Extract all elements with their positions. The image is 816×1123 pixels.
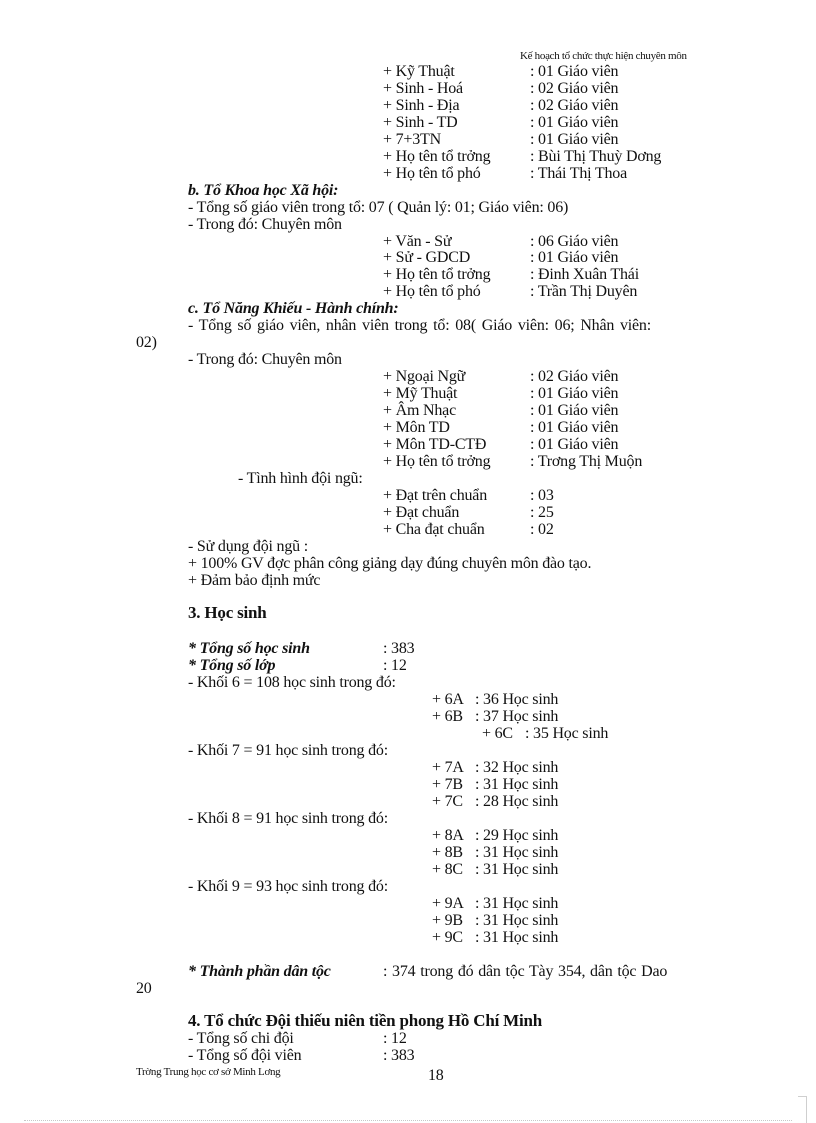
group-c-among: - Trong đó: Chuyên môn bbox=[188, 351, 342, 368]
row-value: : 383 bbox=[383, 1047, 415, 1064]
pioneers-heading: 4. Tổ chức Đội thiếu niên tiền phong Hồ Chí Minh bbox=[188, 1011, 543, 1030]
class-name: + 7C bbox=[432, 793, 463, 810]
row-value: : Bùi Thị Thuỳ Dơng bbox=[530, 148, 662, 165]
row-value: : Đinh Xuân Thái bbox=[530, 266, 639, 283]
class-count: : 31 Học sinh bbox=[475, 861, 559, 878]
row-value: : 01 Giáo viên bbox=[530, 63, 619, 80]
page-edge-divider bbox=[24, 1120, 792, 1122]
row-label: + Cha đạt chuẩn bbox=[383, 521, 485, 538]
row-label: + Họ tên tổ phó bbox=[383, 165, 481, 182]
class-name: + 6C bbox=[482, 725, 513, 742]
class-count: : 31 Học sinh bbox=[475, 895, 559, 912]
students-classes-value: : 12 bbox=[383, 657, 407, 674]
grade-title: - Khối 8 = 91 học sinh trong đó: bbox=[188, 810, 388, 827]
ethnic-label: * Thành phần dân tộc bbox=[188, 963, 331, 980]
class-count: : 35 Học sinh bbox=[525, 725, 609, 742]
row-label: + Họ tên tổ trởng bbox=[383, 148, 491, 165]
row-label: + Họ tên tổ trởng bbox=[383, 266, 491, 283]
class-name: + 7B bbox=[432, 776, 463, 793]
class-name: + 8C bbox=[432, 861, 463, 878]
group-c-total-cont: 02) bbox=[136, 334, 157, 351]
page-corner-mark bbox=[806, 1096, 807, 1123]
page-corner-mark bbox=[798, 1096, 806, 1097]
row-value: : 01 Giáo viên bbox=[530, 249, 619, 266]
row-label: + Mỹ Thuật bbox=[383, 385, 458, 402]
class-name: + 8B bbox=[432, 844, 463, 861]
row-value: : Trơng Thị Muộn bbox=[530, 453, 643, 470]
row-label: + 7+3TN bbox=[383, 131, 441, 148]
page-header: Kế hoạch tổ chức thực hiện chuyên môn bbox=[520, 50, 687, 62]
class-count: : 31 Học sinh bbox=[475, 929, 559, 946]
row-label: + Ngoại Ngữ bbox=[383, 368, 466, 385]
row-label: + Đạt trên chuẩn bbox=[383, 487, 488, 504]
row-value: : Trần Thị Duyên bbox=[530, 283, 638, 300]
row-value: : 02 Giáo viên bbox=[530, 97, 619, 114]
class-name: + 8A bbox=[432, 827, 464, 844]
staff-use-line1: + 100% GV đợc phân công giảng dạy đúng chuyên môn đào tạo. bbox=[188, 555, 592, 572]
students-heading: 3. Học sinh bbox=[188, 603, 267, 622]
group-c-total: - Tổng số giáo viên, nhân viên trong tổ: 08( Giáo viên: 06; Nhân viên: bbox=[188, 317, 651, 334]
page-number: 18 bbox=[428, 1067, 444, 1084]
class-count: : 31 Học sinh bbox=[475, 844, 559, 861]
row-value: : 03 bbox=[530, 487, 554, 504]
class-name: + 6A bbox=[432, 691, 464, 708]
staff-use-title: - Sử dụng đội ngũ : bbox=[188, 538, 308, 555]
row-label: + Môn TD bbox=[383, 419, 450, 436]
row-value: : Thái Thị Thoa bbox=[530, 165, 627, 182]
row-value: : 01 Giáo viên bbox=[530, 419, 619, 436]
row-label: + Sinh - Địa bbox=[383, 97, 460, 114]
row-label: + Đạt chuẩn bbox=[383, 504, 460, 521]
row-value: : 01 Giáo viên bbox=[530, 402, 619, 419]
class-count: : 28 Học sinh bbox=[475, 793, 559, 810]
row-label: + Âm Nhạc bbox=[383, 402, 456, 419]
row-value: : 01 Giáo viên bbox=[530, 436, 619, 453]
row-value: : 02 bbox=[530, 521, 554, 538]
class-count: : 31 Học sinh bbox=[475, 912, 559, 929]
grade-title: - Khối 9 = 93 học sinh trong đó: bbox=[188, 878, 388, 895]
row-label: + Sử - GDCD bbox=[383, 249, 471, 266]
students-total-value: : 383 bbox=[383, 640, 415, 657]
row-label: - Tổng số chi đội bbox=[188, 1030, 294, 1047]
row-value: : 02 Giáo viên bbox=[530, 80, 619, 97]
row-label: + Văn - Sử bbox=[383, 233, 452, 250]
class-name: + 7A bbox=[432, 759, 464, 776]
class-name: + 9C bbox=[432, 929, 463, 946]
class-name: + 9B bbox=[432, 912, 463, 929]
row-label: + Họ tên tổ phó bbox=[383, 283, 481, 300]
staff-use-line2: + Đảm bảo định mức bbox=[188, 572, 321, 589]
row-label: - Tổng số đội viên bbox=[188, 1047, 302, 1064]
class-count: : 31 Học sinh bbox=[475, 776, 559, 793]
row-label: + Kỹ Thuật bbox=[383, 63, 455, 80]
row-label: + Họ tên tổ trởng bbox=[383, 453, 491, 470]
row-value: : 01 Giáo viên bbox=[530, 385, 619, 402]
class-count: : 37 Học sinh bbox=[475, 708, 559, 725]
grade-title: - Khối 6 = 108 học sinh trong đó: bbox=[188, 674, 396, 691]
class-count: : 29 Học sinh bbox=[475, 827, 559, 844]
class-name: + 6B bbox=[432, 708, 463, 725]
staff-status-title: - Tình hình đội ngũ: bbox=[238, 470, 363, 487]
row-value: : 01 Giáo viên bbox=[530, 131, 619, 148]
row-label: + Sinh - TD bbox=[383, 114, 458, 131]
footer-school: Trờng Trung học cơ sở Minh Lơng bbox=[136, 1066, 281, 1078]
ethnic-cont: 20 bbox=[136, 980, 152, 997]
class-count: : 32 Học sinh bbox=[475, 759, 559, 776]
row-value: : 02 Giáo viên bbox=[530, 368, 619, 385]
row-label: + Sinh - Hoá bbox=[383, 80, 463, 97]
students-total-label: * Tổng số học sinh bbox=[188, 640, 310, 657]
group-b-among: - Trong đó: Chuyên môn bbox=[188, 216, 342, 233]
grade-title: - Khối 7 = 91 học sinh trong đó: bbox=[188, 742, 388, 759]
group-c-title: c. Tổ Năng Khiếu - Hành chính: bbox=[188, 300, 399, 317]
group-b-title: b. Tổ Khoa học Xã hội: bbox=[188, 182, 339, 199]
row-value: : 01 Giáo viên bbox=[530, 114, 619, 131]
row-value: : 06 Giáo viên bbox=[530, 233, 619, 250]
row-label: + Môn TD-CTĐ bbox=[383, 436, 487, 453]
ethnic-value: : 374 trong đó dân tộc Tày 354, dân tộc Dao bbox=[383, 963, 668, 980]
class-name: + 9A bbox=[432, 895, 464, 912]
row-value: : 12 bbox=[383, 1030, 407, 1047]
group-b-total: - Tổng số giáo viên trong tổ: 07 ( Quản lý: 01; Giáo viên: 06) bbox=[188, 199, 569, 216]
row-value: : 25 bbox=[530, 504, 554, 521]
class-count: : 36 Học sinh bbox=[475, 691, 559, 708]
students-classes-label: * Tổng số lớp bbox=[188, 657, 276, 674]
